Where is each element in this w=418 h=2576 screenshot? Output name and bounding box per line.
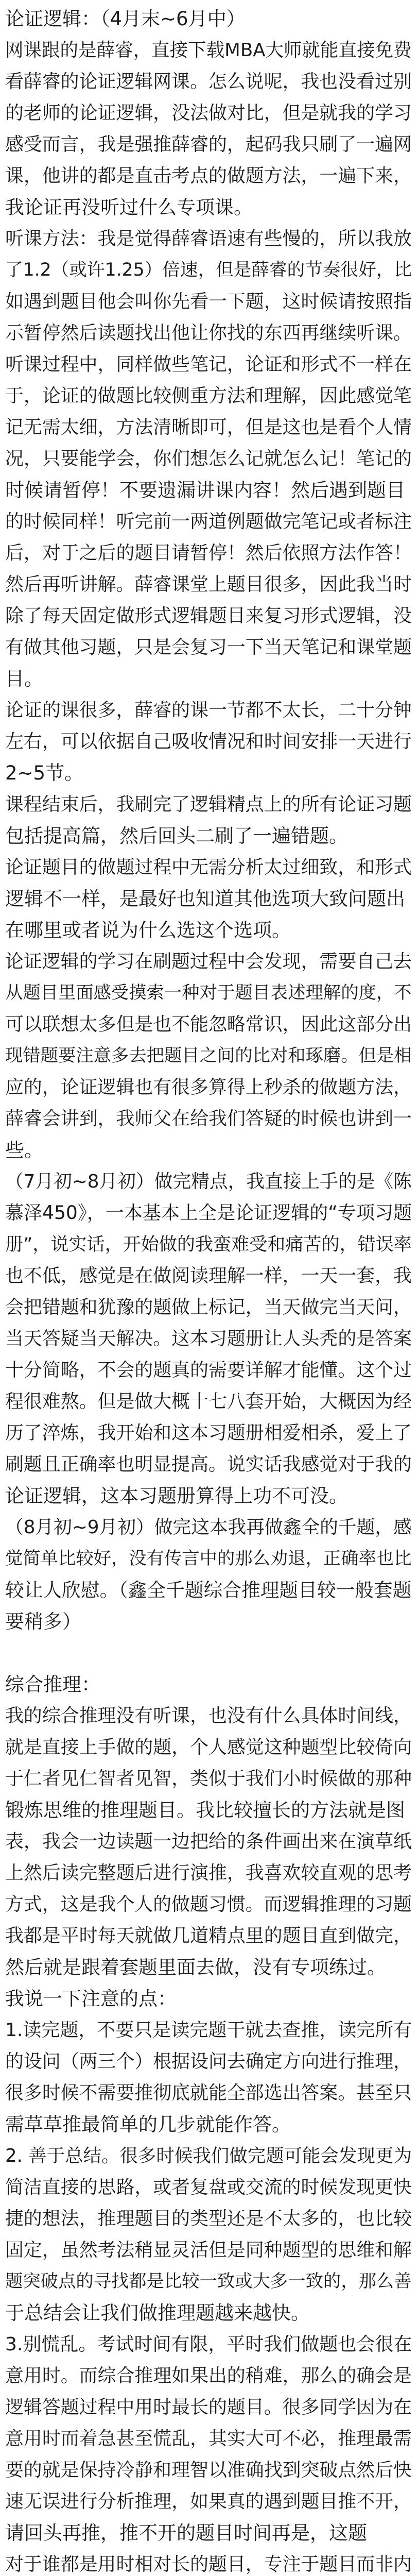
- text-line: 目。: [5, 668, 43, 690]
- text-line: 慕泽450》，一本基本上全是论证逻辑的“专项习题: [5, 1202, 412, 1224]
- text-line: 我都是平时每天就做几道精点里的题目直到做完，: [5, 1925, 412, 1946]
- text-line: 程很难熬。但是做大概十七八套开始，大概因为经: [5, 1391, 412, 1412]
- text-line: 后，对于之后的题目请暂停！然后依照方法作答！: [5, 543, 412, 564]
- text-line: 需草草推最简单的几步就能作答。: [5, 2113, 291, 2136]
- text-line: 从题目里面感受摸索一种对于题目表述理解的度，不: [5, 982, 412, 1003]
- text-line: 况，只要能学会，你们想怎么记就怎么记！笔记的: [5, 448, 412, 469]
- text-line: 上然后读完整题后进行演推，我喜欢较直观的思考: [5, 1862, 412, 1884]
- text-line: 捷的想法，推理题目的类型还是不太多的，也比较: [5, 2208, 412, 2229]
- text-line: 十分简略，不会的题真的需要详解才能懂。这个过: [5, 1360, 412, 1381]
- text-line: 的时候同样！听完前一两道例题做完笔记或者标注: [5, 511, 412, 532]
- text-line: 于，论证的做题比较侧重方法和理解，因此感觉笔: [5, 385, 412, 406]
- text-line: 看薛睿的论证逻辑网课。怎么说呢，我也没看过别: [5, 71, 412, 92]
- text-line: 可以联想太多但是也不能忽略常识，因此这部分出: [5, 1014, 412, 1035]
- text-line: 于总结会让我们做推理题越来越快。: [5, 2302, 310, 2324]
- text-line: 逻辑答题过程中用时最长的题目。很多同学因为在: [5, 2397, 412, 2418]
- text-line: 固定，虽然考法稍显灵活但是同种题型的思维和解: [5, 2240, 412, 2261]
- text-line: 除了每天固定做形式逻辑题目来复习形式逻辑，没: [5, 605, 412, 626]
- text-line: 较让人欣慰。（鑫全千题综合推理题目较一般套题: [5, 1579, 412, 1601]
- text-line: 1.读完题，不要只是读完题干就去查推，读完所有: [5, 2020, 412, 2041]
- text-line: （7月初~8月初）做完精点，我直接上手的是《陈: [5, 1171, 412, 1192]
- text-line: 现错题要注意多去把题目之间的比对和琢磨。但是相: [5, 1045, 412, 1066]
- text-line: 论证逻辑：（4月末~6月中）: [5, 8, 246, 30]
- text-line: 听课方法：我是觉得薛睿语速有些慢的，所以我放: [5, 228, 412, 249]
- text-line: （8月初~9月初）做完这本我再做鑫全的千题，感: [5, 1517, 412, 1538]
- text-line: 对于谁都是用时相对长的题目，专注于题目而非内: [5, 2554, 412, 2575]
- text-line: 3.别慌乱。考试时间有限，平时我们做题也会很在: [5, 2334, 412, 2355]
- text-line: 了1.2（或许1.25）倍速，但是薛睿的节奏很好，比: [5, 260, 412, 280]
- text-line: 方式，这是我个人的做题习惯。而逻辑推理的习题: [5, 1894, 412, 1915]
- text-line: 感受而言，我是强推薛睿的，起码我只刷了一遍网: [5, 134, 412, 155]
- text-line: 我的综合推理没有听课，也没有什么具体时间线，: [5, 1705, 412, 1726]
- text-line: 在哪里或者说为什么选这个选项。: [5, 919, 291, 941]
- text-line: 也不低，感觉是在做阅读理解一样，一天一套，我: [5, 1265, 412, 1286]
- text-line: 如遇到题目他会叫你先看一下题，这时候请按照指: [5, 291, 412, 312]
- text-line: 论证逻辑，这本习题册算得上功不可没。: [5, 1485, 348, 1507]
- text-line: 速无误进行分析推理，如果真的遇到题目推不开，: [5, 2491, 412, 2512]
- text-line: 我论证再没听过什么专项课。: [5, 196, 253, 218]
- text-line: 然后就是跟着套题里面去做，没有专项练过。: [5, 1956, 386, 1978]
- text-line: 请回头再推，推不开的题目时间再是，这题: [5, 2522, 367, 2544]
- text-line: 示暂停然后读题找出他让你找的东西再继续听课。: [5, 323, 412, 344]
- text-line: 2. 善于总结。很多时候我们做完题可能会发现更为: [5, 2145, 412, 2166]
- text-line: 论证题目的做题过程中无需分析太过细致，和形式: [5, 857, 412, 878]
- text-line: 网课跟的是薛睿，直接下载MBA大师就能直接免费: [5, 40, 412, 61]
- text-line: 简洁直接的思路，或者复盘或交流的时候发现更快: [5, 2177, 412, 2198]
- text-line: 课，他讲的都是直击考点的做题方法，一遍下来，: [5, 165, 412, 187]
- text-line: 论证逻辑的学习在刷题过程中会发现，需要自己去: [5, 951, 412, 972]
- text-line: 听课过程中，同样做些笔记，论证和形式不一样在: [5, 354, 412, 375]
- text-line: 要稍多）: [5, 1611, 81, 1633]
- text-line: 锻炼思维的推理题目。我比较擅长的方法就是图: [5, 1799, 405, 1821]
- text-line: 册”，说实话，开始做的我蛮难受和痛苦的，错误率: [5, 1234, 412, 1255]
- text-line: 于仁者见仁智者见智，类似于我们小时候做的那种: [5, 1768, 412, 1789]
- text-line: 当天答疑当天解决。这本习题册让人头秃的是答案: [5, 1328, 412, 1349]
- text-line: 我说一下注意的点：: [5, 1988, 177, 2010]
- text-line: 些。: [5, 1139, 43, 1161]
- text-line: 就是直接上手做的题，个人感觉这种题型比较倚向: [5, 1737, 412, 1758]
- text-line: 意用时而着急甚至慌乱，其实大可不必，推理最需: [5, 2428, 412, 2449]
- text-line: 逻辑不一样，是最好也知道其他选项大致问题出: [5, 888, 405, 910]
- text-line: 题突破点的寻找都是比较一致或大多一致的，那么善: [5, 2271, 412, 2292]
- text-line: 论证的课很多，薛睿的课一节都不太长，二十分钟: [5, 700, 412, 721]
- text-line: 记无需太细，方法清晰即可，但是这也是看个人情: [5, 417, 412, 438]
- text-line: 历了淬炼，我开始和这本习题册相爱相杀，爱上了: [5, 1422, 412, 1444]
- text-line: 表，我会一边读题一边把给的条件画出来在演草纸: [5, 1831, 412, 1852]
- text-line: 有做其他习题，只是会复习一下当天笔记和课堂题: [5, 637, 412, 658]
- text-line: 综合推理：: [5, 1673, 100, 1696]
- text-line: 意用时。而综合推理如果出的稍难，那么的确会是: [5, 2365, 412, 2386]
- text-line: 觉简单比较好，没有传言中的那么劝退，正确率也比: [5, 1548, 412, 1569]
- text-line: 然后再听讲解。薛睿课堂上题目很多，因此我当时: [5, 574, 412, 595]
- blank-line: [5, 1637, 413, 1669]
- text-line: 的老师的论证逻辑，没法做对比，但是就我的学习: [5, 103, 412, 124]
- text-line: 2~5节。: [5, 762, 84, 784]
- text-line: 刷题且正确率也明显提高。说实话我感觉对于我的: [5, 1454, 412, 1475]
- text-line: 薛睿会讲到，我师父在给我们答疑的时候也讲到一: [5, 1108, 412, 1129]
- text-line: 左右，可以依据自己吸收情况和时间安排一天进行: [5, 731, 412, 752]
- text-line: 时候请暂停！不要遗漏讲课内容！然后遇到题目: [5, 479, 405, 501]
- text-line: 要的就是保持冷静和理智以准确找到突破点然后快: [5, 2460, 412, 2481]
- text-line: 包括提高篇，然后回头二刷了一遍错题。: [5, 825, 348, 847]
- text-line: 课程结束后，我刷完了逻辑精点上的所有论证习题: [5, 794, 412, 815]
- text-line: 很多时候不需要推彻底就能全部选出答案。甚至只: [5, 2082, 412, 2104]
- text-line: 的设问（两三个）根据设问去确定方向进行推理，: [5, 2051, 412, 2072]
- text-line: 应的，论证逻辑也有很多算得上秒杀的做题方法，: [5, 1077, 412, 1098]
- text-line: 会把错题和犹豫的题做上标记，当天做完当天问，: [5, 1297, 412, 1318]
